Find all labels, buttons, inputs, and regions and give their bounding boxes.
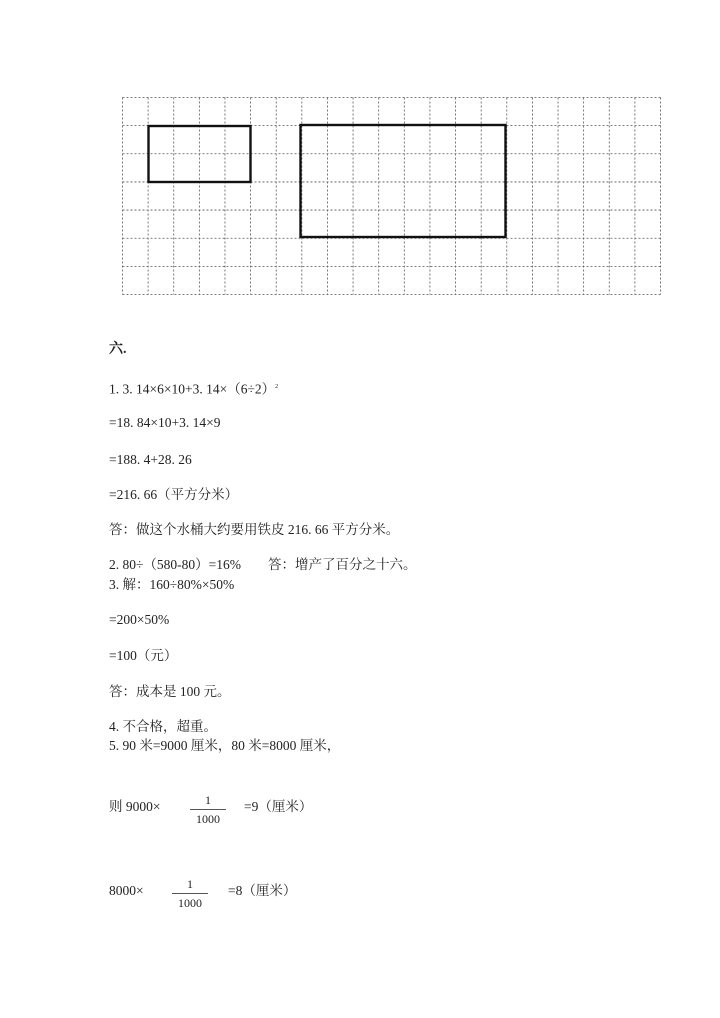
calc-line-2-right: =8（厘米）	[228, 883, 297, 898]
fraction-1-numerator: 1	[205, 793, 211, 807]
answer-line-2: 答：成本是 100 元。	[109, 684, 231, 699]
solution-line-8: =100（元）	[109, 648, 178, 663]
solution-line-6: 3. 解：160÷80%×50%	[109, 577, 235, 592]
solution-line-5: 2. 80÷（580-80）=16% 答：增产了百分之十六。	[109, 557, 417, 572]
fraction-2-denominator: 1000	[178, 896, 202, 910]
large-rectangle	[301, 125, 506, 237]
fraction-2	[172, 877, 208, 910]
fraction-2-numerator: 1	[187, 877, 193, 891]
answer-line-1: 答：做这个水桶大约要用铁皮 216. 66 平方分米。	[109, 522, 400, 537]
calc-line-2-left: 8000×	[109, 883, 144, 898]
solution-line-9: 4. 不合格，超重。	[109, 719, 217, 734]
exponent: 2	[275, 384, 279, 390]
grid-diagram	[122, 97, 662, 297]
section-heading: 六.	[109, 342, 127, 357]
fraction-1-denominator: 1000	[196, 812, 220, 826]
calc-line-1-left: 则 9000×	[109, 799, 161, 814]
solution-line-1-text: 1. 3. 14×6×10+3. 14×（6÷2）	[109, 381, 276, 397]
solution-line-1	[109, 379, 278, 398]
solution-line-4: =216. 66（平方分米）	[109, 487, 239, 502]
solution-line-3: =188. 4+28. 26	[109, 452, 192, 467]
fraction-1	[190, 793, 226, 826]
calc-line-1-right: =9（厘米）	[244, 799, 313, 814]
solution-line-10: 5. 90 米=9000 厘米，80 米=8000 厘米，	[109, 738, 341, 753]
solution-line-2: =18. 84×10+3. 14×9	[109, 415, 221, 430]
solution-line-7: =200×50%	[109, 612, 170, 627]
